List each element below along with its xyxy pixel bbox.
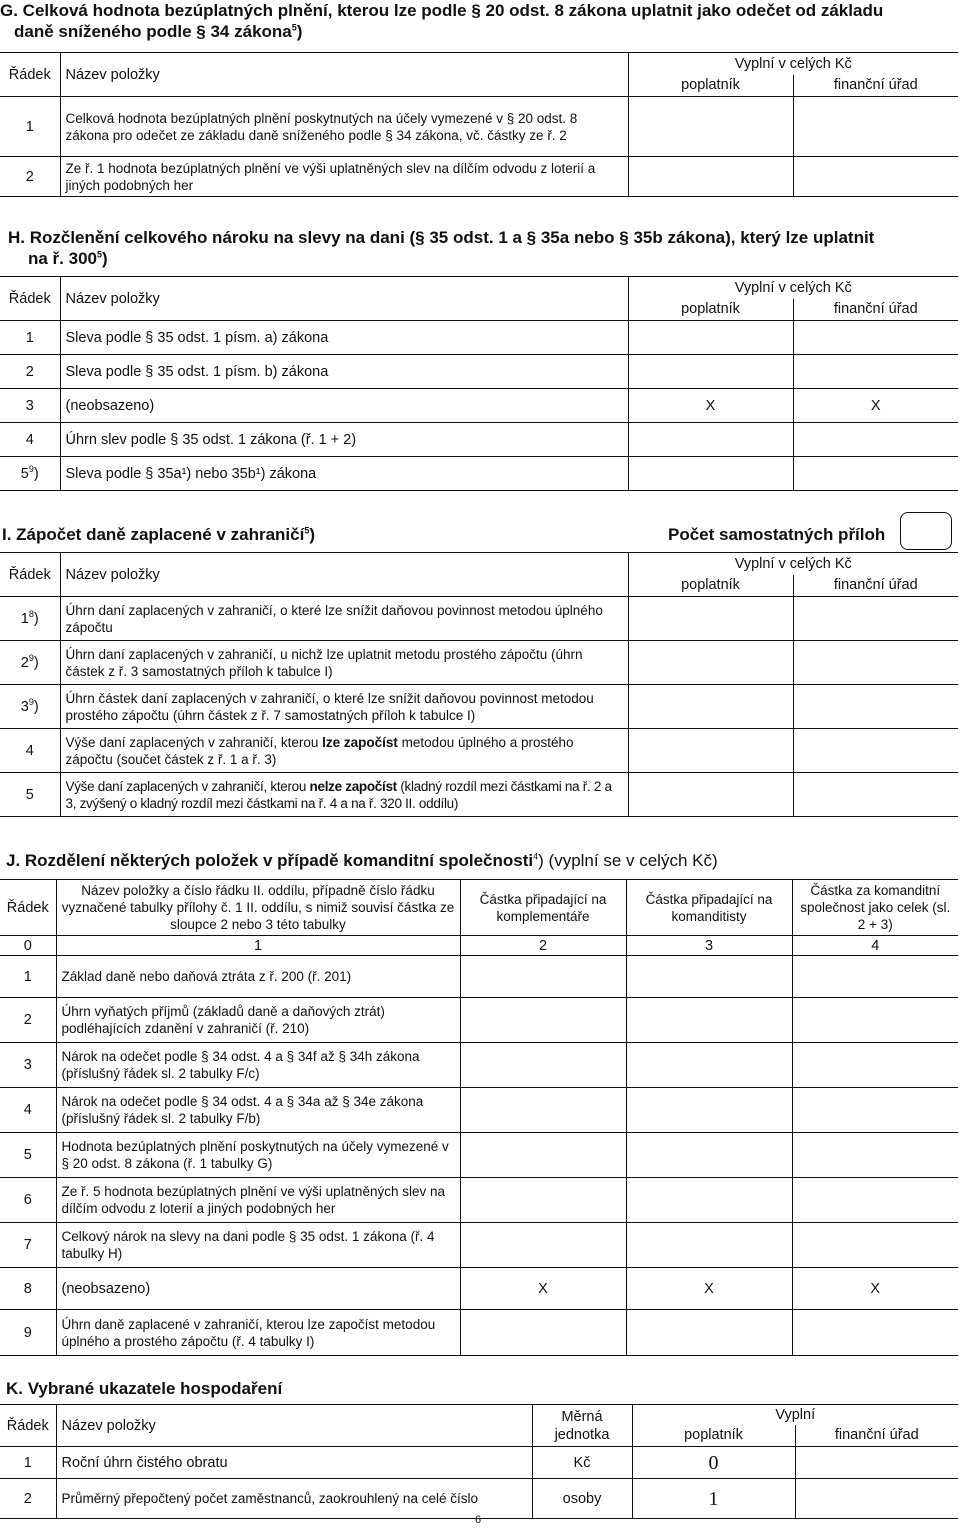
taxpayer-field[interactable] (628, 641, 793, 685)
col-header-fill: Vyplní v celých Kč (628, 553, 958, 575)
row-number: 2 (0, 355, 60, 389)
office-field[interactable] (793, 457, 958, 491)
footnote-ref: 9 (28, 696, 34, 707)
row-label: Sleva podle § 35a¹) nebo 35b¹) zákona (60, 457, 628, 491)
row-label: Úhrn daní zaplacených v zahraničí, u nichž lze uplatnit metodu prostého zápočtu (úhrn částek z ř. 3 samostatných příloh k tabulce I) (60, 641, 628, 685)
complementary-field[interactable] (460, 998, 626, 1043)
row-number: 3 (0, 1043, 56, 1088)
row-label: Hodnota bezúplatných plnění poskytnutých na účely vymezené v § 20 odst. 8 zákona (ř. 1 tabulky G) (56, 1133, 460, 1178)
col-header-office: finanční úřad (793, 575, 958, 597)
limited-partners-field[interactable] (626, 998, 792, 1043)
col-header-company-total: Částka za komanditní společnost jako celek (sl. 2 + 3) (792, 880, 958, 936)
footnote-ref: 9 (28, 652, 34, 663)
col-header-name: Název položky (56, 1405, 532, 1447)
limited-partners-field[interactable] (626, 1178, 792, 1223)
col-header-office: finanční úřad (793, 75, 958, 97)
taxpayer-field[interactable] (628, 597, 793, 641)
taxpayer-field: X (628, 389, 793, 423)
col-header-fill: Vyplní (632, 1405, 958, 1425)
row-label: Úhrn slev podle § 35 odst. 1 zákona (ř. 1 + 2) (60, 423, 628, 457)
office-field[interactable] (793, 597, 958, 641)
section-j-heading: J. Rozdělení některých položek v případě komanditní společnosti$^4$) (vyplní se v celých Kč) (6, 851, 718, 870)
col-header-name: Název položky (60, 277, 628, 321)
limited-partners-field[interactable] (626, 1133, 792, 1178)
footnote-ref: 5 (97, 249, 103, 260)
footnote-ref: 5 (291, 22, 297, 33)
col-header-limited-partners: Částka připadající na komanditisty (626, 880, 792, 936)
taxpayer-field[interactable] (628, 355, 793, 389)
section-g-heading (0, 0, 950, 42)
footnote-ref: 4 (533, 851, 539, 862)
footnote-ref: 8 (28, 608, 34, 619)
row-label: (neobsazeno) (60, 389, 628, 423)
section-h-heading (8, 227, 958, 269)
row-number: $3^9$) (0, 685, 60, 729)
col-header-complementary: Částka připadající na komplementáře (460, 880, 626, 936)
section-g-heading-line1: G. Celková hodnota bezúplatných plnění, kterou lze podle § 20 odst. 8 zákona uplatnit jako odečet od základu (0, 1, 884, 20)
office-field[interactable] (795, 1479, 958, 1519)
row-label (60, 773, 628, 817)
col-number: 4 (792, 936, 958, 956)
unit-cell: osoby (532, 1479, 632, 1519)
row-number: 9 (0, 1310, 56, 1356)
table-i (0, 552, 958, 817)
row-number: 2 (0, 157, 60, 197)
attachments-label: Počet samostatných příloh (668, 525, 886, 544)
complementary-field[interactable] (460, 956, 626, 998)
footnote-ref: 5 (304, 525, 310, 536)
row-number-text: 2 (20, 654, 29, 671)
office-field[interactable] (793, 97, 958, 157)
row-number: 3 (0, 389, 60, 423)
office-field[interactable] (793, 773, 958, 817)
col-number: 0 (0, 936, 56, 956)
col-header-taxpayer: poplatník (628, 575, 793, 597)
col-header-fill: Vyplní v celých Kč (628, 277, 958, 299)
office-field: X (793, 389, 958, 423)
row-number: $5^9$) (0, 457, 60, 491)
row-label: Úhrn částek daní zaplacených v zahraničí, o které lze snížit daňovou povinnost metodou prostého zápočtu (úhrn částek z ř. 7 samostatných příloh k tabulce I) (60, 685, 628, 729)
complementary-field[interactable] (460, 1310, 626, 1356)
section-g-heading-line2: daně sníženého podle § 34 zákona$^5$) (14, 22, 303, 41)
row-number: $2^9$) (0, 641, 60, 685)
company-total-field: X (792, 1268, 958, 1310)
col-header-row: Řádek (0, 880, 56, 936)
row-label: Úhrn vyňatých příjmů (základů daně a daňových ztrát) podléhajících zdanění v zahraničí (ř. 210) (56, 998, 460, 1043)
complementary-field[interactable] (460, 1088, 626, 1133)
row-label: Úhrn daní zaplacených v zahraničí, o které lze snížit daňovou povinnost metodou úplného zápočtu (60, 597, 628, 641)
row-number: 1 (0, 97, 60, 157)
row-label: Nárok na odečet podle § 34 odst. 4 a § 34a až § 34e zákona (příslušný řádek sl. 2 tabulky F/b) (56, 1088, 460, 1133)
company-total-field[interactable] (792, 1133, 958, 1178)
limited-partners-field[interactable] (626, 1043, 792, 1088)
complementary-field[interactable] (460, 1223, 626, 1268)
company-total-field[interactable] (792, 1043, 958, 1088)
col-header-name: Název položky (60, 53, 628, 97)
section-j-heading-bold: J. Rozdělení některých položek v případě komanditní společnosti (6, 851, 534, 870)
col-header-row: Řádek (0, 53, 60, 97)
taxpayer-field[interactable] (628, 157, 793, 197)
section-i-heading-text: I. Zápočet daně zaplacené v zahraničí (2, 525, 305, 544)
footnote-ref: 9 (28, 463, 34, 474)
table-k (0, 1404, 958, 1519)
row-number: 2 (0, 998, 56, 1043)
taxpayer-field[interactable] (628, 321, 793, 355)
col-header-office: finanční úřad (795, 1425, 958, 1447)
col-header-name: Název položky (60, 553, 628, 597)
table-g (0, 52, 958, 197)
col-header-row: Řádek (0, 553, 60, 597)
row-number-text: 5 (20, 465, 29, 482)
row-label: Sleva podle § 35 odst. 1 písm. b) zákona (60, 355, 628, 389)
row-label-part: (kladný rozdíl mezi částkami na ř. 2 a 3, zvýšený o kladný rozdíl mezi částkami na ř. 4 a na ř. 320 II. oddílu) (65, 778, 612, 811)
col-number: 3 (626, 936, 792, 956)
table-h (0, 276, 958, 491)
col-header-fill: Vyplní v celých Kč (628, 53, 958, 75)
row-number: 2 (0, 1479, 56, 1519)
limited-partners-field[interactable] (626, 956, 792, 998)
col-number: 2 (460, 936, 626, 956)
office-field[interactable] (795, 1447, 958, 1479)
row-label: Nárok na odečet podle § 34 odst. 4 a § 34f až § 34h zákona (příslušný řádek sl. 2 tabulky F/c) (56, 1043, 460, 1088)
complementary-field[interactable] (460, 1133, 626, 1178)
office-field[interactable] (793, 157, 958, 197)
row-label-emphasis: lze započíst (322, 734, 398, 750)
row-label-emphasis: nelze započíst (309, 778, 397, 794)
row-number: 4 (0, 729, 60, 773)
row-number-text: 1 (20, 610, 29, 627)
row-number: 4 (0, 1088, 56, 1133)
taxpayer-field[interactable] (628, 97, 793, 157)
company-total-field[interactable] (792, 1088, 958, 1133)
office-field[interactable] (793, 321, 958, 355)
col-header-taxpayer: poplatník (628, 299, 793, 321)
section-k-heading: K. Vybrané ukazatele hospodaření (6, 1379, 283, 1398)
row-label (60, 729, 628, 773)
taxpayer-field[interactable] (628, 457, 793, 491)
office-field[interactable] (793, 355, 958, 389)
row-label: Úhrn daně zaplacené v zahraničí, kterou lze započíst metodou úplného a prostého zápočtu (ř. 4 tabulky I) (56, 1310, 460, 1356)
complementary-field[interactable] (460, 1178, 626, 1223)
company-total-field[interactable] (792, 1223, 958, 1268)
page-number: 6 (475, 1514, 482, 1526)
office-field[interactable] (793, 641, 958, 685)
attachments-count-field[interactable] (900, 512, 952, 550)
taxpayer-field[interactable] (628, 423, 793, 457)
limited-partners-field[interactable] (626, 1088, 792, 1133)
row-label-part: Výše daní zaplacených v zahraničí, kterou (65, 734, 323, 750)
table-j (0, 879, 958, 1356)
limited-partners-field[interactable] (626, 1310, 792, 1356)
office-field[interactable] (793, 729, 958, 773)
row-label-part: Výše daní zaplacených v zahraničí, kterou (65, 778, 310, 794)
row-label-part: metodou úplného a prostého zápočtu (součet částek z ř. 1 a ř. 3) (65, 734, 574, 767)
taxpayer-field[interactable] (628, 729, 793, 773)
row-number: 4 (0, 423, 60, 457)
taxpayer-field[interactable] (628, 773, 793, 817)
row-label: Roční úhrn čistého obratu (56, 1447, 532, 1479)
col-header-row: Řádek (0, 277, 60, 321)
row-number: $1^8$) (0, 597, 60, 641)
taxpayer-field[interactable]: 0 (632, 1447, 795, 1479)
complementary-field[interactable] (460, 1043, 626, 1088)
complementary-field: X (460, 1268, 626, 1310)
row-number: 1 (0, 956, 56, 998)
row-label: Základ daně nebo daňová ztráta z ř. 200 (ř. 201) (56, 956, 460, 998)
col-header-taxpayer: poplatník (628, 75, 793, 97)
company-total-field[interactable] (792, 998, 958, 1043)
section-h-heading-line1: H. Rozčlenění celkového nároku na slevy na dani (§ 35 odst. 1 a § 35a nebo § 35b zákona), který lze uplatnit (8, 228, 875, 247)
row-label: Celková hodnota bezúplatných plnění poskytnutých na účely vymezené v § 20 odst. 8 zákona pro odečet ze základu daně sníženého podle § 34 zákona, vč. částky ze ř. 2 (60, 97, 628, 157)
col-header-row: Řádek (0, 1405, 56, 1447)
section-h-heading-text: na ř. 300 (28, 249, 97, 268)
unit-cell: Kč (532, 1447, 632, 1479)
row-number: 5 (0, 1133, 56, 1178)
row-number: 6 (0, 1178, 56, 1223)
office-field[interactable] (793, 685, 958, 729)
row-label: Celkový nárok na slevy na dani podle § 35 odst. 1 zákona (ř. 4 tabulky H) (56, 1223, 460, 1268)
row-label: Ze ř. 1 hodnota bezúplatných plnění ve výši uplatněných slev na dílčím odvodu z loterií a jiných podobných her (60, 157, 628, 197)
row-number: 5 (0, 773, 60, 817)
section-h-heading-line2: na ř. $300^5$) (28, 249, 108, 268)
office-field[interactable] (793, 423, 958, 457)
section-i-heading: I. Zápočet daně zaplacené v zahraničí$^5$) (2, 525, 316, 544)
row-number-text: 3 (20, 698, 29, 715)
row-number: 1 (0, 321, 60, 355)
row-label: (neobsazeno) (56, 1268, 460, 1310)
section-g-heading-text: daně sníženého podle § 34 zákona (14, 22, 292, 41)
limited-partners-field: X (626, 1268, 792, 1310)
company-total-field[interactable] (792, 1310, 958, 1356)
row-number: 8 (0, 1268, 56, 1310)
col-number: 1 (56, 936, 460, 956)
company-total-field[interactable] (792, 1178, 958, 1223)
section-j-heading-rest: (vyplní se v celých Kč) (543, 851, 718, 870)
col-header-taxpayer: poplatník (632, 1425, 795, 1447)
col-header-office: finanční úřad (793, 299, 958, 321)
row-label: Ze ř. 5 hodnota bezúplatných plnění ve výši uplatněných slev na dílčím odvodu z loterií a jiných podobných her (56, 1178, 460, 1223)
company-total-field[interactable] (792, 956, 958, 998)
row-label: Sleva podle § 35 odst. 1 písm. a) zákona (60, 321, 628, 355)
limited-partners-field[interactable] (626, 1223, 792, 1268)
taxpayer-field[interactable] (628, 685, 793, 729)
col-header-name: Název položky a číslo řádku II. oddílu, případně číslo řádku vyznačené tabulky přílohy č. 1 II. oddílu, s nimiž souvisí částka ze sloupce 2 nebo 3 této tabulky (56, 880, 460, 936)
row-number: 1 (0, 1447, 56, 1479)
taxpayer-field[interactable]: 1 (632, 1479, 795, 1519)
col-header-unit: Měrná jednotka (532, 1405, 632, 1447)
row-label: Průměrný přepočtený počet zaměstnanců, zaokrouhlený na celé číslo (56, 1479, 532, 1519)
row-number: 7 (0, 1223, 56, 1268)
